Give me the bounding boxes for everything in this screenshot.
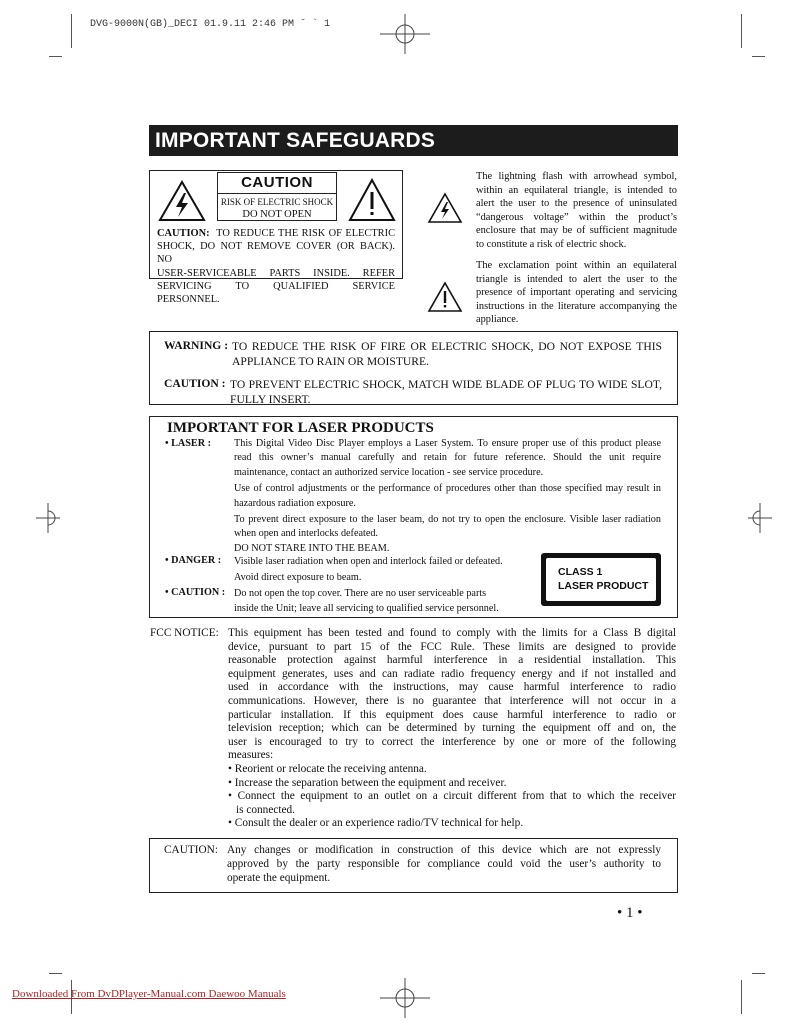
caution-plug-label: CAUTION : [164, 377, 226, 390]
lightning-line: alert the user to the presence of uninsulated [476, 198, 677, 209]
crop-mark [741, 14, 742, 48]
caution-changes-label: CAUTION: [164, 844, 218, 856]
fcc-line: user is encouraged to try to correct the interference by one or more of the following [228, 735, 676, 748]
danger-label: • DANGER : [165, 555, 222, 566]
laser-text [234, 437, 661, 556]
laser-line: maintenance, contact an authorized service location - see service procedure. [234, 466, 544, 478]
registration-mark-icon [380, 978, 430, 1018]
laser-caution-label: • CAUTION : [165, 587, 226, 598]
class-1-laser-label [541, 553, 661, 606]
fcc-line: used in accordance with the instructions, may cause harmful interference to radio [228, 681, 676, 694]
caution-plug-text [230, 377, 662, 407]
laser-line: This Digital Video Disc Player employs a Laser System. To ensure proper use of this product please [234, 438, 661, 449]
lightning-line: to constitute a risk of electric shock. [476, 238, 627, 250]
crop-mark [49, 973, 62, 974]
fcc-line: measures: [228, 749, 274, 762]
caution-text-line4: SERVICING TO QUALIFIED SERVICE PERSONNEL. [157, 280, 395, 306]
crop-mark [71, 14, 72, 48]
fcc-line: television reception; which can be determined by turning the equipment off and on, the [228, 722, 676, 735]
fcc-line: device, pursuant to part 15 of the FCC Rule. These limits are designed to provide [228, 640, 676, 653]
print-header: DVG-9000N(GB)_DECI 01.9.11 2:46 PM ˘ ` 1 [90, 19, 331, 30]
laser-line: read this owner’s manual carefully and retain for future reference. Should the unit require [234, 452, 661, 464]
caution-text-line3: USER-SERVICEABLE PARTS INSIDE. REFER [157, 267, 395, 279]
lightning-symbol-icon [427, 192, 463, 224]
lightning-line: enclosure that may be of sufficient magnitude [476, 225, 677, 236]
crop-mark [741, 980, 742, 1014]
danger-text [234, 554, 534, 586]
fcc-bullet: • Connect the equipment to an outlet on a circuit different from that to which the receiver [228, 790, 676, 803]
caution-changes-line: approved by the party responsible for compliance could void the user’s authority to [227, 858, 661, 870]
fcc-label: FCC NOTICE: [150, 627, 219, 639]
caution-changes-text [227, 843, 661, 885]
laser-title: IMPORTANT FOR LASER PRODUCTS [167, 420, 434, 436]
exclamation-line: presence of important operating and servicing [476, 287, 677, 298]
exclamation-explanation [476, 259, 677, 327]
exclamation-warning-icon [347, 177, 397, 223]
side-registration-mark-icon [36, 503, 60, 533]
caution-line1: RISK OF ELECTRIC SHOCK [220, 197, 334, 207]
caution-changes-box [149, 838, 678, 893]
caution-text-lead: CAUTION: [157, 228, 210, 239]
warning-box [149, 331, 678, 405]
fcc-line: particular installation. If this equipment does cause harmful interference to radio or [228, 708, 676, 721]
warning-label: WARNING : [164, 339, 229, 352]
caution-text-line1: TO REDUCE THE RISK OF ELECTRIC [216, 228, 395, 239]
exclamation-line: appliance. [476, 314, 519, 325]
laser-caution-line: inside the Unit; leave all servicing to qualified service personnel. [234, 603, 499, 614]
fcc-bullet: • Increase the separation between the equipment and receiver. [228, 776, 507, 789]
fcc-line: communications. However, there is no guarantee that interference will not occur in a [228, 694, 676, 707]
page-title: IMPORTANT SAFEGUARDS [149, 125, 678, 156]
lightning-line: “dangerous voltage” within the product’s [476, 211, 677, 223]
caution-plug-line2: FULLY INSERT. [230, 393, 311, 406]
lightning-line: The lightning flash with arrowhead symbol, [476, 171, 677, 182]
exclamation-line: triangle is intended to alert the user to the [476, 273, 677, 285]
registration-mark-icon [380, 14, 430, 54]
class-label-line2: LASER PRODUCT [558, 580, 649, 592]
caution-text [157, 227, 395, 306]
fcc-line: reasonable protection against harmful interference in a residential installation. This [228, 654, 676, 667]
caution-box [149, 170, 403, 306]
side-registration-mark-icon [748, 503, 772, 533]
caution-text-line2: SHOCK, DO NOT REMOVE COVER (OR BACK). NO [157, 241, 395, 266]
crop-mark [49, 56, 62, 57]
laser-line: Use of control adjustments or the performance of procedures other than those specified may result in [234, 483, 661, 495]
fcc-bullet: • Consult the dealer or an experience radio/TV technical for help. [228, 817, 524, 830]
laser-line: hazardous radiation exposure. [234, 497, 356, 509]
fcc-body [228, 627, 676, 831]
lightning-explanation [476, 170, 677, 251]
crop-mark [752, 973, 765, 974]
danger-line: Visible laser radiation when open and interlock failed or defeated. [234, 556, 503, 567]
caution-label [217, 172, 337, 221]
download-source-link[interactable]: Downloaded From DvDPlayer-Manual.com Daewoo Manuals [12, 988, 286, 1000]
caution-changes-line: Any changes or modification in construction of this device which are not expressly [227, 844, 661, 856]
class-label-line1: CLASS 1 [558, 566, 603, 578]
fcc-bullet: is connected. [236, 803, 295, 816]
fcc-line: This equipment has been tested and found to comply with the limits for a Class B digital [228, 627, 676, 639]
laser-caution-line: Do not open the top cover. There are no user serviceable parts [234, 588, 487, 599]
laser-line: To prevent direct exposure to the laser beam, do not try to open the enclosure. Visible laser radiation [234, 514, 661, 526]
lightning-warning-icon [157, 179, 207, 223]
fcc-line: equipment generates, uses and can radiate radio frequency energy and if not installed and [228, 667, 676, 680]
caution-heading: CAUTION [218, 173, 336, 194]
laser-line: DO NOT STARE INTO THE BEAM. [234, 542, 390, 554]
caution-line2: DO NOT OPEN [242, 209, 312, 220]
caution-plug-line1: TO PREVENT ELECTRIC SHOCK, MATCH WIDE BLADE OF PLUG TO WIDE SLOT, [230, 378, 662, 391]
page-number: • 1 • [617, 905, 643, 921]
laser-caution-text [234, 586, 534, 616]
laser-label: • LASER : [165, 438, 212, 449]
laser-line: when open and interlocks defeated. [234, 528, 378, 540]
warning-line1: TO REDUCE THE RISK OF FIRE OR ELECTRIC SHOCK, DO NOT EXPOSE THIS [232, 340, 662, 353]
warning-line2: APPLIANCE TO RAIN OR MOISTURE. [232, 355, 430, 368]
exclamation-line: The exclamation point within an equilateral [476, 260, 677, 271]
danger-line: Avoid direct exposure to beam. [234, 572, 362, 583]
lightning-line: within an equilateral triangle, is intended to [476, 184, 677, 196]
exclamation-symbol-icon [427, 281, 463, 313]
exclamation-line: instructions in the literature accompanying the [476, 300, 677, 312]
caution-changes-line: operate the equipment. [227, 872, 331, 884]
fcc-bullet: • Reorient or relocate the receiving antenna. [228, 762, 427, 775]
warning-text [232, 339, 662, 369]
crop-mark [752, 56, 765, 57]
